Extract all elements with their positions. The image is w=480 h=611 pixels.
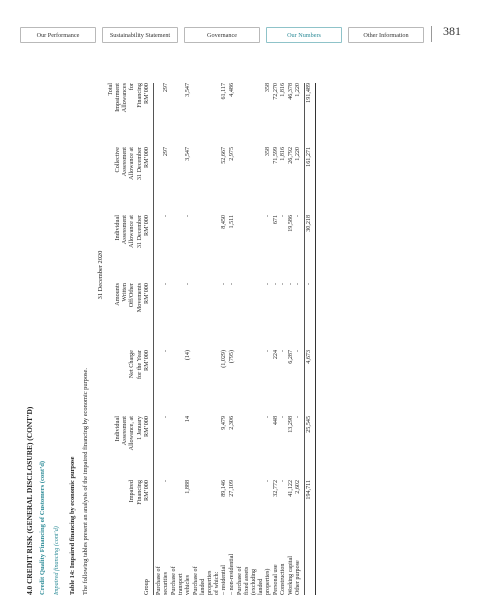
table-cell: - — [295, 215, 302, 218]
table-cell: (795) — [229, 350, 235, 364]
intro-text: The following tables present an analysis of the impaired financing by economic purpose. — [82, 368, 89, 595]
table-cell: - — [163, 480, 170, 483]
table-cell: - — [163, 215, 170, 218]
total-rule-bottom — [315, 83, 316, 595]
row-label: Purchase of landed properties of which: — [192, 566, 220, 595]
section-heading: 4.0 CREDIT RISK (GENERAL DISCLOSURE) (CONT’D) — [25, 406, 34, 595]
table-cell: 671 — [272, 215, 279, 225]
row-label: Working capital — [287, 556, 294, 595]
table-cell: 4,486 — [229, 83, 235, 97]
table-cell: 358 — [265, 83, 271, 93]
table-cell: 8,450 — [221, 215, 228, 229]
table-cell: - — [295, 283, 302, 286]
table-cell: 2,306 — [229, 416, 235, 430]
period-label: 31 December 2020 — [97, 250, 104, 300]
rotated-page-content — [25, 45, 455, 595]
table-cell: 2,602 — [295, 480, 302, 494]
table-cell: 9,479 — [221, 416, 228, 430]
table-cell: - — [265, 416, 271, 419]
table-cell: 297 — [163, 147, 170, 157]
table-cell: (14) — [184, 350, 191, 361]
table-cell: - — [184, 283, 191, 286]
subtitle: Credit Quality Financing of Customers (cont’d) — [39, 460, 46, 595]
table-cell: (1,029) — [221, 350, 228, 368]
table-cell: 448 — [272, 416, 279, 426]
subsubtitle: Impaired financing (cont’d) — [53, 526, 60, 595]
table-cell: 13,298 — [287, 416, 294, 433]
table-cell: - — [295, 416, 302, 419]
column-header-3: Net Charge for the Year RM’000 — [128, 350, 150, 380]
header-rule — [153, 83, 154, 595]
table-cell: - — [265, 283, 271, 286]
column-header-4: Amounts Written Off/Other Movements RM’000 — [114, 283, 150, 313]
table-cell: - — [163, 283, 170, 286]
table-cell: 19,586 — [287, 215, 294, 232]
row-label: Personal use — [272, 564, 279, 595]
table-cell: 1,816 — [280, 147, 287, 161]
row-label: – residential — [221, 565, 228, 595]
table-cell: 1,888 — [184, 480, 191, 494]
total-cell: 191,489 — [306, 83, 312, 103]
table-cell: - — [163, 350, 170, 353]
table-cell: - — [295, 350, 302, 353]
row-label: Purchase of securities — [156, 566, 170, 595]
total-rule-top — [304, 83, 305, 595]
table-cell: 26,792 — [287, 147, 294, 164]
table-cell: 224 — [272, 350, 279, 360]
table-cell: 32,772 — [272, 480, 279, 497]
row-label: – non-residential — [229, 553, 235, 595]
row-label: Purchase of fixed assets (excluding landed properties) — [236, 566, 271, 595]
table-cell: - — [280, 283, 287, 286]
column-header-group: Group — [142, 579, 150, 595]
table-cell: - — [221, 283, 228, 286]
table-cell: 6,287 — [287, 350, 294, 364]
column-header-7: Total Impairment Allowances for Financing RM’000 — [106, 83, 150, 113]
column-header-1: Impaired Financing RM’000 — [128, 480, 150, 505]
table-cell: 27,109 — [229, 480, 235, 497]
row-label: Construction — [280, 563, 287, 595]
table-cell: - — [280, 480, 287, 483]
table-cell: 14 — [184, 416, 191, 423]
total-cell: 30,218 — [306, 215, 312, 232]
column-header-2: Individual Assessment Allowance, at 1 January RM’000 — [114, 416, 150, 451]
row-label: Other purpose — [295, 560, 302, 595]
total-cell: 4,673 — [306, 350, 312, 364]
table-cell: 1,220 — [295, 83, 302, 97]
table-cell: - — [265, 480, 271, 483]
total-cell: - — [306, 283, 312, 286]
table-cell: 71,599 — [272, 147, 279, 164]
table-cell: 72,270 — [272, 83, 279, 100]
table-cell: 1,511 — [229, 215, 235, 229]
column-header-6: Collective Assessment Allowance at 31 December RM’000 — [114, 147, 150, 181]
nav-divider — [431, 26, 432, 42]
nav-tabs — [20, 27, 424, 43]
table-cell: - — [229, 283, 235, 286]
table-cell: - — [280, 215, 287, 218]
nav-tab-0[interactable]: Our Performance — [20, 27, 96, 43]
table-cell: 89,146 — [221, 480, 228, 497]
table-title: Table 14: Impaired financing by economic purpose — [69, 456, 76, 595]
page-number: 381 — [443, 24, 461, 38]
total-cell: 194,711 — [306, 480, 312, 500]
table-cell: - — [272, 283, 279, 286]
nav-tab-2[interactable]: Governance — [184, 27, 260, 43]
table-cell: 3,547 — [184, 83, 191, 97]
total-cell: 25,545 — [306, 416, 312, 433]
table-cell: - — [280, 350, 287, 353]
nav-tab-4[interactable]: Other Information — [348, 27, 424, 43]
table-cell: - — [265, 350, 271, 353]
total-cell: 161,271 — [306, 147, 312, 167]
nav-tab-3[interactable]: Our Numbers — [266, 27, 342, 43]
table-cell: 297 — [163, 83, 170, 93]
table-cell: - — [163, 416, 170, 419]
table-cell: - — [265, 215, 271, 218]
table-cell: 41,122 — [287, 480, 294, 497]
table-cell: 1,816 — [280, 83, 287, 97]
nav-tab-1[interactable]: Sustainability Statement — [102, 27, 178, 43]
table-cell: 1,220 — [295, 147, 302, 161]
table-cell: - — [287, 283, 294, 286]
column-header-5: Individual Assessment Allowance at 31 December RM’000 — [114, 215, 150, 249]
row-label: Purchase of transport vehicles — [170, 566, 191, 595]
table-cell: 61,117 — [221, 83, 228, 100]
table-cell: 3,547 — [184, 147, 191, 161]
table-cell: - — [184, 215, 191, 218]
table-cell: 358 — [265, 147, 271, 157]
table-cell: 2,975 — [229, 147, 235, 161]
table-cell: - — [280, 416, 287, 419]
table-cell: 52,667 — [221, 147, 228, 164]
table-cell: 46,378 — [287, 83, 294, 100]
